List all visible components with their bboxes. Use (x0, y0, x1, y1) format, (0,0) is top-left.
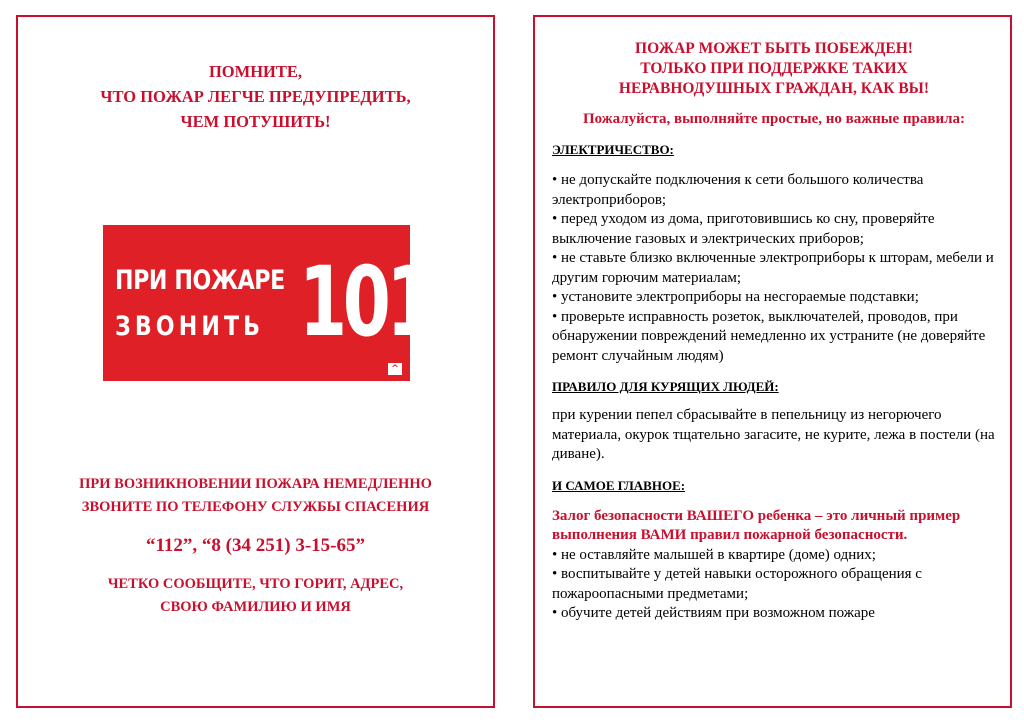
list-item: • проверьте исправность розеток, выключателей, проводов, при обнаружении повреждений немедленно их устраните (не доверяйте ремонт случайным людям) (552, 308, 986, 364)
list-item: • не оставляйте малышей в квартире (доме) одних; (552, 546, 876, 563)
sign-mark-icon: ^ (388, 363, 402, 375)
right-panel (533, 15, 1012, 708)
report-instruction-line: ЧЕТКО СООБЩИТЕ, ЧТО ГОРИТ, АДРЕС, (107, 576, 404, 592)
report-instruction (18, 573, 493, 619)
rules-intro: Пожалуйста, выполняйте простые, но важные правила: (582, 111, 966, 127)
left-panel (16, 15, 495, 708)
list-item: • обучите детей действиям при возможном пожаре (552, 605, 875, 621)
right-heading (552, 39, 996, 99)
right-heading-line: ПОЖАР МОЖЕТ БЫТЬ ПОБЕЖДЕН! (635, 40, 913, 57)
list-item: • не допускайте подключения к сети большого количества электроприборов; (552, 172, 924, 208)
electricity-heading: ЭЛЕКТРИЧЕСТВО: (552, 142, 674, 157)
main-highlight: Залог безопасности ВАШЕГО ребенка – это личный пример выполнения ВАМИ правил пожарной безопасности. (552, 507, 961, 543)
smokers-heading: ПРАВИЛО ДЛЯ КУРЯЩИХ ЛЮДЕЙ: (552, 379, 779, 394)
main-list (552, 546, 996, 624)
sign-number: 101 (299, 246, 431, 358)
sign-line-1: ПРИ ПОЖАРЕ (115, 265, 285, 296)
emergency-number-sign (103, 225, 431, 381)
sign-line-2: ЗВОНИТЬ (115, 311, 265, 342)
title-line: ЧТО ПОЖАР ЛЕГЧЕ ПРЕДУПРЕДИТЬ, (100, 87, 411, 106)
list-item: • установите электроприборы на несгораемые подставки; (552, 289, 919, 305)
smokers-rule: при курении пепел сбрасывайте в пепельницу из негорючего материала, окурок тщательно загасите, не курите, лежа в постели (на диване). (552, 407, 995, 462)
left-title (18, 59, 493, 134)
right-heading-line: НЕРАВНОДУШНЫХ ГРАЖДАН, КАК ВЫ! (618, 80, 930, 97)
call-instruction (18, 473, 493, 519)
list-item: • перед уходом из дома, приготовившись ко сну, проверяйте выключение газовых и электрических приборов; (552, 211, 935, 247)
report-instruction-line: СВОЮ ФАМИЛИЮ И ИМЯ (160, 599, 351, 615)
electricity-list (552, 171, 996, 366)
title-line: ПОМНИТЕ, (208, 62, 303, 81)
call-instruction-line: ПРИ ВОЗНИКНОВЕНИИ ПОЖАРА НЕМЕДЛЕННО (79, 476, 432, 492)
title-line: ЧЕМ ПОТУШИТЬ! (180, 112, 331, 131)
phone-numbers: “112”, “8 (34 251) 3-15-65” (145, 535, 365, 556)
right-heading-line: ТОЛЬКО ПРИ ПОДДЕРЖКЕ ТАКИХ (640, 60, 908, 77)
list-item: • воспитывайте у детей навыки осторожного обращения с пожароопасными предметами; (552, 566, 922, 602)
list-item: • не ставьте близко включенные электроприборы к шторам, мебели и другим горючим материалам; (552, 250, 994, 286)
main-heading: И САМОЕ ГЛАВНОЕ: (552, 477, 686, 493)
rules-content (552, 39, 996, 624)
call-instruction-line: ЗВОНИТЕ ПО ТЕЛЕФОНУ СЛУЖБЫ СПАСЕНИЯ (81, 499, 430, 515)
